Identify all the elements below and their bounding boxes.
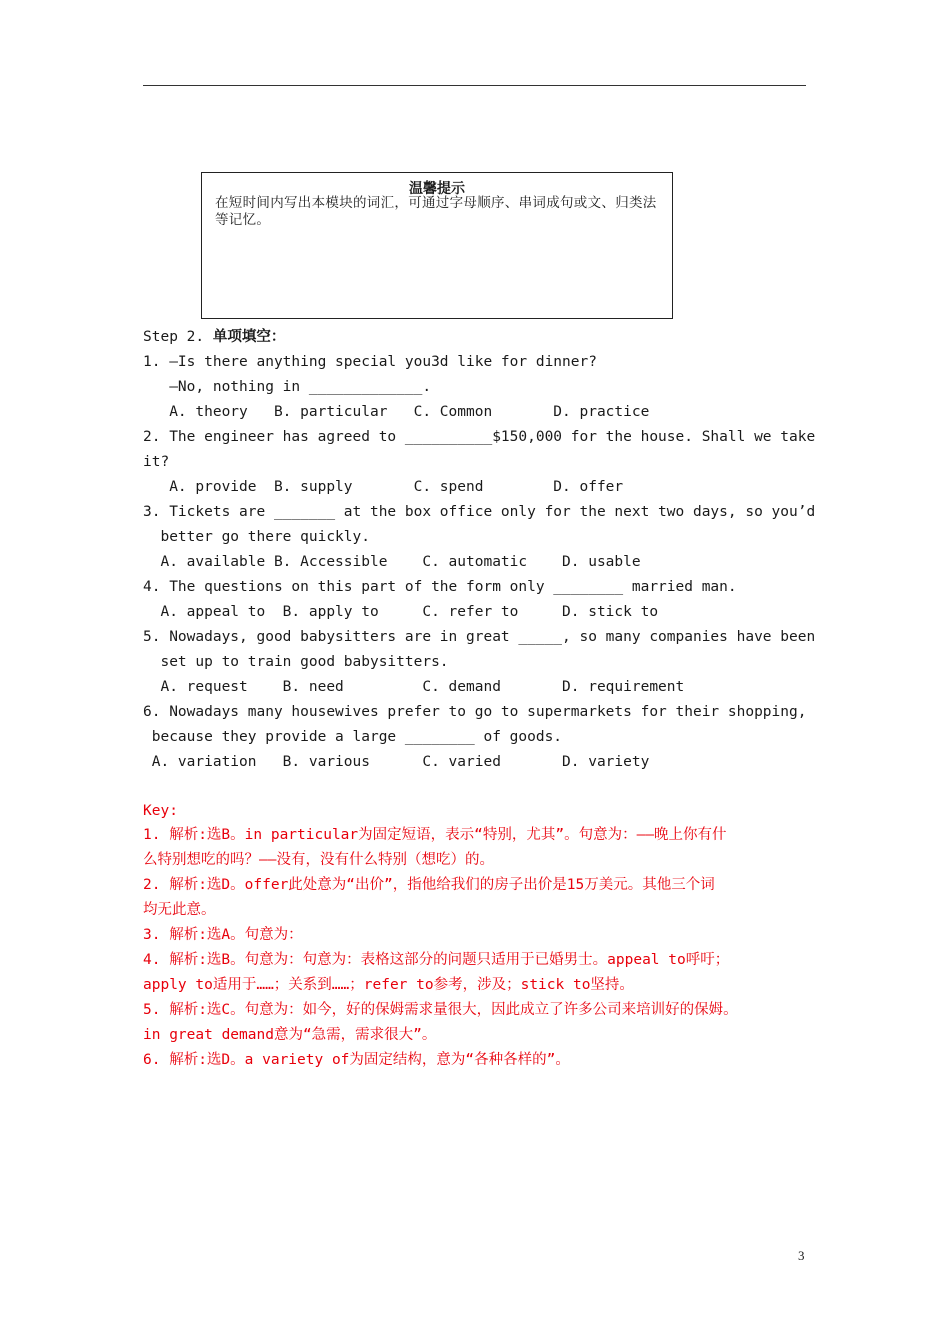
q2-options: A. provide B. supply C. spend D. offer (143, 479, 624, 495)
q3-options: A. available B. Accessible C. automatic D. usable (143, 554, 641, 570)
q3-line-1: 3. Tickets are _______ at the box office only for the next two days, so you’d (143, 504, 816, 520)
step-heading (143, 328, 285, 346)
key-line-5: 3. 解析:选A。句意为： (143, 927, 303, 943)
key-line-9: in great demand意为“急需，需求很大”。 (143, 1027, 437, 1043)
q5-options: A. request B. need C. demand D. requirement (143, 679, 685, 695)
key-line-1: 1. 解析:选B。in particular为固定短语，表示“特别，尤其”。句意为：——晚上你有什 (143, 827, 727, 843)
q5-line-1: 5. Nowadays, good babysitters are in great _____, so many companies have been (143, 629, 816, 645)
key-line-10: 6. 解析:选D。a variety of为固定结构，意为“各种各样的”。 (143, 1052, 570, 1068)
step-prefix: Step 2. (143, 329, 213, 345)
key-line-2: 么特别想吃的吗？——没有，没有什么特别（想吃）的。 (143, 852, 494, 868)
step-title: 单项填空： (212, 329, 286, 345)
q4-options: A. appeal to B. apply to C. refer to D. stick to (143, 604, 659, 620)
q2-line-2: it? (143, 454, 170, 470)
key-line-7: apply to适用于……；关系到……；refer to参考，涉及；stick to坚持。 (143, 977, 634, 993)
page-number: 3 (798, 1248, 805, 1263)
key-line-4: 均无此意。 (143, 902, 216, 918)
tip-body: 在短时间内写出本模块的词汇，可通过字母顺序、串词成句或文、归类法等记忆。 (215, 195, 657, 228)
key-line-8: 5. 解析:选C。句意为：如今，好的保姆需求量很大，因此成立了许多公司来培训好的保姆。 (143, 1002, 738, 1018)
key-label: Key: (143, 803, 178, 819)
key-line-3: 2. 解析:选D。offer此处意为“出价”，指他给我们的房子出价是15万美元。其他三个词 (143, 877, 715, 893)
q3-line-2: better go there quickly. (143, 529, 370, 545)
q6-line-1: 6. Nowadays many housewives prefer to go to supermarkets for their shopping, (143, 704, 807, 720)
q1-line-1: 1. —Is there anything special you3d like for dinner? (143, 354, 597, 370)
q1-options: A. theory B. particular C. Common D. practice (143, 404, 650, 420)
tip-box (201, 172, 673, 319)
header-rule (143, 85, 806, 86)
q5-line-2: set up to train good babysitters. (143, 654, 449, 670)
q2-line-1: 2. The engineer has agreed to __________$150,000 for the house. Shall we take (143, 429, 816, 445)
q6-line-2: because they provide a large ________ of goods. (143, 729, 563, 745)
q4-line-1: 4. The questions on this part of the form only ________ married man. (143, 579, 737, 595)
key-line-6: 4. 解析:选B。句意为：句意为：表格这部分的问题只适用于已婚男士。appeal to呼吁； (143, 952, 730, 968)
q1-line-2: —No, nothing in _____________. (143, 379, 432, 395)
tip-title: 温馨提示 (409, 181, 465, 197)
q6-options: A. variation B. various C. varied D. variety (143, 754, 650, 770)
